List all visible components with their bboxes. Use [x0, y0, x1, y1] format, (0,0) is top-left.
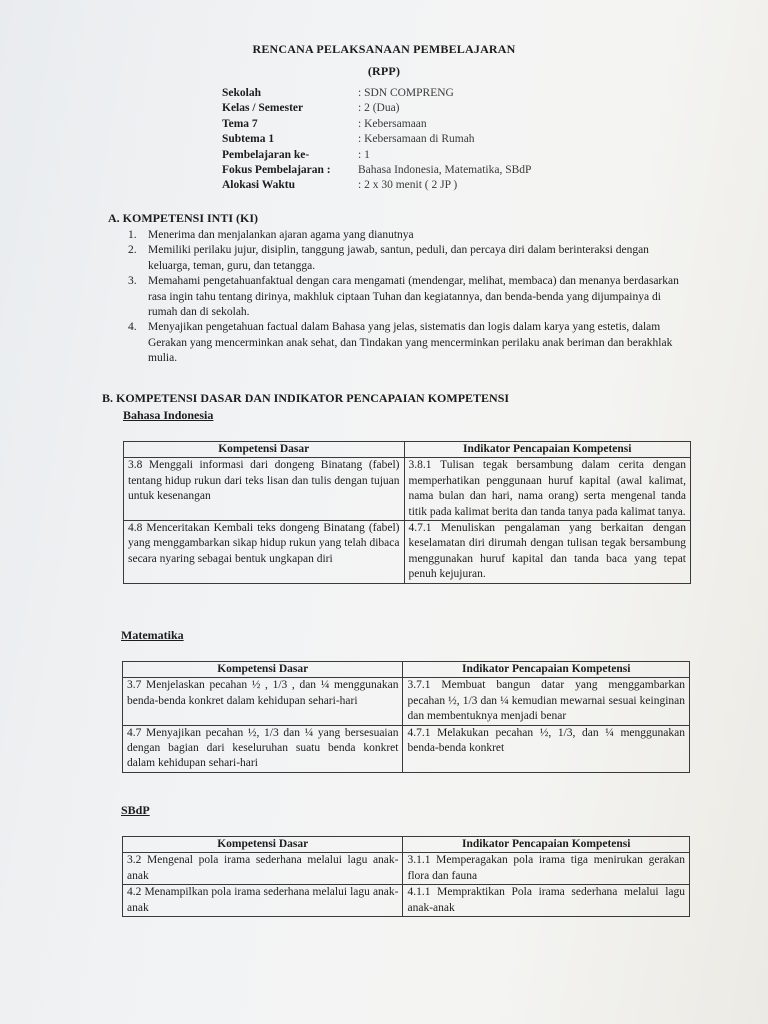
kompetensi-inti-list [128, 228, 692, 367]
ipk-cell: 3.7.1 Membuat bangun datar yang menggambarkan pecahan ½, 1/3 dan ¼ kemudian mewarnai sesuai keinginan dan membentuknya menjadi benar [403, 678, 690, 725]
column-header-ipk: Indikator Pencapaian Kompetensi [403, 662, 690, 678]
info-label: Kelas / Semester [222, 102, 304, 115]
table-row [123, 853, 690, 885]
info-row [222, 117, 531, 132]
list-item [128, 228, 692, 243]
table-header-row [123, 837, 690, 853]
document-subtitle: (RPP) [367, 64, 401, 78]
item-text: Memahami pengetahuanfaktual dengan cara mengamati (mendengar, melihat, membaca) dan menanya berdasarkan rasa ingin tahu tentang dirinya, makhluk ciptaan Tuhan dan kegiatannya, dan benda-benda yang dijumpainya di rumah dan di sekolah. [148, 275, 679, 319]
info-row [222, 163, 531, 178]
info-value: : 2 x 30 menit ( 2 JP ) [358, 179, 458, 192]
kd-cell: 4.2 Menampilkan pola irama sederhana melalui lagu anak-anak [123, 885, 403, 917]
table-row [123, 725, 690, 772]
info-label: Subtema 1 [222, 133, 275, 146]
ipk-cell: 3.1.1 Memperagakan pola irama tiga menirukan gerakan flora dan fauna [403, 853, 690, 885]
table-sbdp [122, 836, 690, 917]
info-label: Fokus Pembelajaran : [222, 163, 331, 176]
info-value: : Kebersamaan [358, 117, 427, 130]
info-row [222, 132, 531, 147]
column-header-kd: Kompetensi Dasar [124, 442, 405, 458]
item-text: Menerima dan menjalankan ajaran agama yang dianutnya [148, 229, 414, 241]
subject-heading-sbdp: SBdP [121, 803, 150, 817]
ipk-cell: 4.1.1 Mempraktikan Pola irama sederhana melalui lagu anak-anak [403, 885, 690, 917]
info-label: Alokasi Waktu [222, 179, 295, 192]
section-b-heading: B. KOMPETENSI DASAR DAN INDIKATOR PENCAPAIAN KOMPETENSI [102, 391, 510, 405]
table-row [124, 458, 691, 521]
column-header-kd: Kompetensi Dasar [123, 662, 403, 678]
info-label: Tema 7 [222, 117, 258, 130]
info-value: : Kebersamaan di Rumah [358, 133, 475, 146]
item-text: Menyajikan pengetahuan factual dalam Bahasa yang jelas, sistematis dan logis dalam karya yang estetis, dalam Gerakan yang mencerminkan anak sehat, dan Tindakan yang mencerminkan perilaku anak beriman dan berakhlak mulia. [148, 321, 673, 365]
column-header-ipk: Indikator Pencapaian Kompetensi [403, 837, 690, 853]
kd-cell: 3.2 Mengenal pola irama sederhana melalui lagu anak-anak [123, 853, 403, 885]
subject-heading-bahasa-indonesia: Bahasa Indonesia [123, 408, 214, 422]
info-value: : SDN COMPRENG [358, 87, 454, 99]
section-a-heading: A. KOMPETENSI INTI (KI) [108, 211, 259, 225]
item-text: Memiliki perilaku jujur, disiplin, tanggung jawab, santun, peduli, dan percaya diri dalam berinteraksi dengan keluarga, teman, guru, dan tetangga. [148, 244, 649, 272]
list-item [128, 274, 692, 320]
ipk-cell: 3.8.1 Tulisan tegak bersambung dalam cerita dengan memperhatikan penggunaan huruf kapital (awal kalimat, nama bulan dan hari, nama orang) serta mengenal tanda titik pada kalimat berita dan tanda tanya pada kalimat tanya. [404, 458, 691, 521]
identity-block [222, 86, 531, 194]
kd-cell: 4.8 Menceritakan Kembali teks dongeng Binatang (fabel) yang menggambarkan sikap hidup rukun yang telah dibaca secara nyaring sebagai bentuk ungkapan diri [124, 521, 405, 584]
table-bahasa-indonesia [123, 441, 691, 584]
column-header-ipk: Indikator Pencapaian Kompetensi [404, 442, 691, 458]
info-row [222, 86, 531, 101]
table-header-row [124, 442, 691, 458]
list-item [128, 320, 692, 366]
kd-cell: 3.8 Menggali informasi dari dongeng Binatang (fabel) tentang hidup rukun dari teks lisan dan tulis dengan tujuan untuk kesenangan [124, 458, 405, 521]
info-row [222, 178, 531, 193]
info-row [222, 101, 531, 116]
table-header-row [123, 662, 690, 678]
kd-cell: 3.7 Menjelaskan pecahan ½ , 1/3 , dan ¼ menggunakan benda-benda konkret dalam kehidupan sehari-hari [123, 678, 403, 725]
table-row [123, 678, 690, 725]
list-item [128, 243, 692, 274]
info-value: : 1 [358, 148, 370, 161]
kd-cell: 4.7 Menyajikan pecahan ½, 1/3 dan ¼ yang bersesuaian dengan bagian dari keseluruhan suatu benda konkret dalam kehidupan sehari-hari [123, 725, 403, 772]
item-number: 4. [128, 321, 137, 334]
item-number: 3. [128, 275, 137, 288]
ipk-cell: 4.7.1 Menuliskan pengalaman yang berkaitan dengan keselamatan diri dirumah dengan tulisan tegak bersambung menggunakan huruf kapital dan tanda baca yang tepat penuh kejujuran. [404, 521, 691, 584]
table-row [124, 521, 691, 584]
info-label: Sekolah [222, 87, 261, 99]
column-header-kd: Kompetensi Dasar [123, 837, 403, 853]
ipk-cell: 4.7.1 Melakukan pecahan ½, 1/3, dan ¼ menggunakan benda-benda konkret [403, 725, 690, 772]
info-value: : 2 (Dua) [358, 102, 400, 115]
subject-heading-matematika: Matematika [121, 628, 184, 642]
item-number: 2. [128, 244, 137, 257]
info-label: Pembelajaran ke- [222, 148, 310, 161]
item-number: 1. [128, 229, 137, 241]
table-matematika [122, 661, 690, 773]
document-title: RENCANA PELAKSANAAN PEMBELAJARAN [252, 42, 516, 56]
table-row [123, 885, 690, 917]
info-value: Bahasa Indonesia, Matematika, SBdP [358, 163, 532, 176]
info-row [222, 148, 531, 163]
